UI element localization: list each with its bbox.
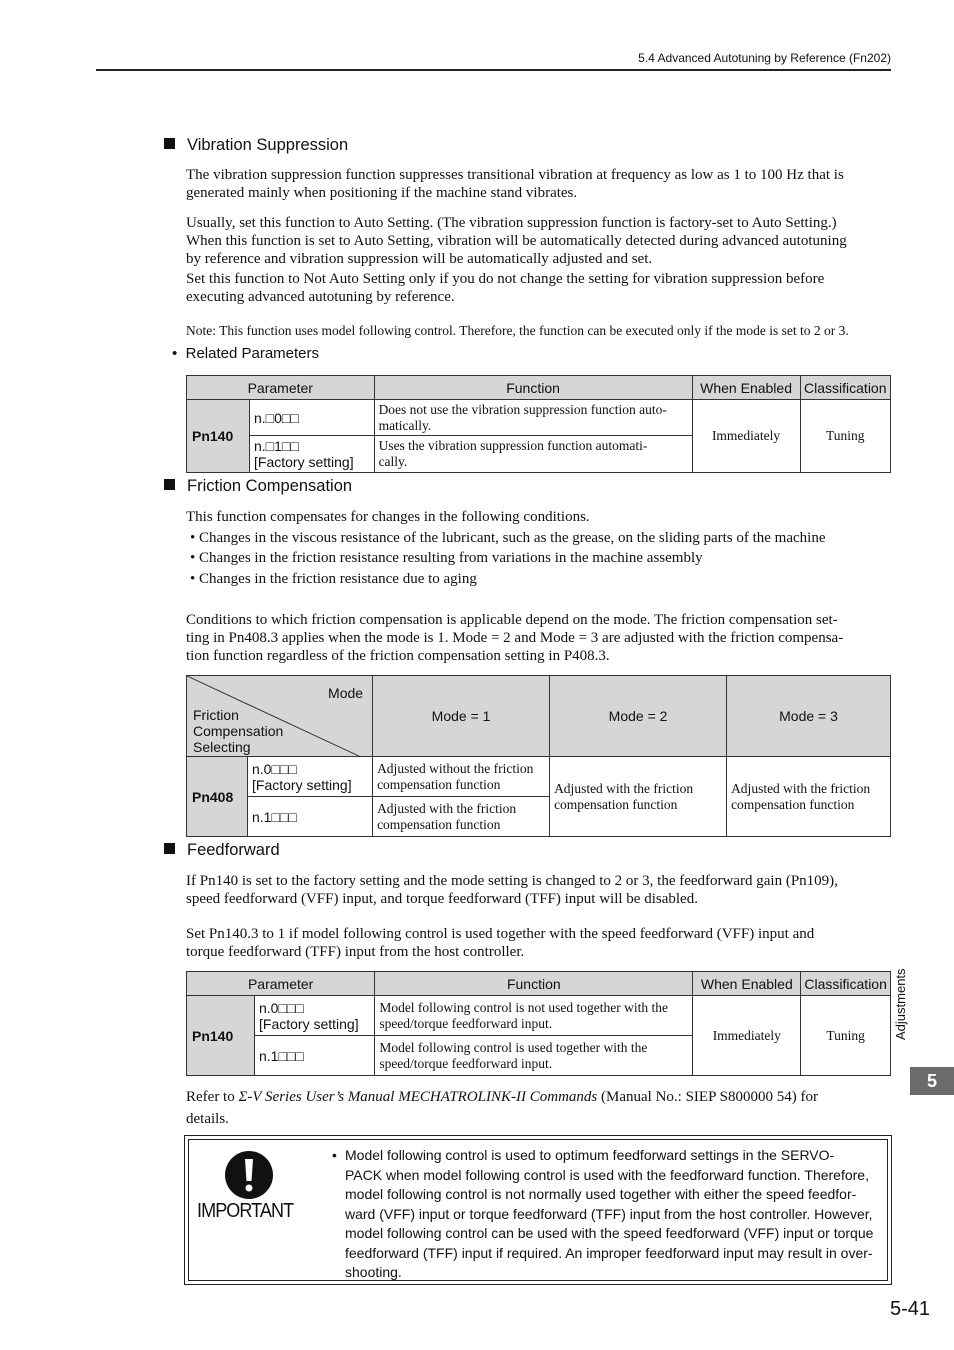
feedforward-paragraph-1: [186, 872, 891, 908]
text-line: Conditions to which friction compensation is applicable depend on the mode. The friction compensation set-: [186, 612, 838, 628]
text-line: torque feedforward (TFF) input from the host controller.: [186, 944, 525, 960]
friction-intro: [186, 507, 891, 590]
text-line: Adjusted without the friction: [377, 760, 534, 776]
text-line: PACK when model following control is used with the feedforward function. Therefore,: [345, 1166, 869, 1183]
chapter-label: Adjustments: [893, 968, 908, 1040]
parameter-value: n.1□□□: [248, 797, 373, 837]
table-header: Function: [375, 972, 693, 996]
text-line: If Pn140 is set to the factory setting and the mode setting is changed to 2 or 3, the feedforward gain (Pn109),: [186, 873, 838, 889]
vibration-paragraph-1: [186, 166, 891, 202]
table-header: Mode = 3: [727, 676, 891, 757]
text-span: (Manual No.: SIEP S800000 54) for: [597, 1089, 818, 1105]
parameter-value: [250, 436, 375, 473]
text-line: by reference and vibration suppression will be automatically adjusted and set.: [186, 251, 653, 267]
text-line: Adjusted with the friction: [554, 780, 694, 796]
text-line: n.0□□□: [252, 760, 297, 777]
mode-1-cell: [373, 797, 550, 837]
manual-reference: [186, 1086, 891, 1130]
table-header: Mode = 2: [550, 676, 727, 757]
important-inner-frame: [188, 1139, 888, 1281]
square-bullet-icon: [164, 479, 175, 490]
text-line: compensation function: [377, 816, 501, 832]
exclamation-icon: [224, 1150, 274, 1200]
text-span: Refer to: [186, 1089, 239, 1105]
table-header: When Enabled: [693, 972, 801, 996]
classification-cell: Tuning: [801, 996, 891, 1076]
parameter-value: n.□0□□: [250, 400, 375, 436]
table-row: [187, 400, 891, 436]
text-line: ting in Pn408.3 applies when the mode is 1. Mode = 2 and Mode = 3 are adjusted with the friction compensa-: [186, 630, 844, 646]
function-cell: [374, 400, 692, 436]
text-line: feedforward (TFF) input if required. An improper feedforward input may result in over-: [345, 1244, 873, 1261]
table-header: Mode = 1: [373, 676, 550, 757]
vibration-note: Note: This function uses model following control. Therefore, the function can be executed only if the mode is set to 2 or 3.: [186, 323, 849, 338]
text-line: [Factory setting]: [254, 454, 354, 470]
vibration-paragraph-2: [186, 214, 891, 306]
chapter-tab: 5: [910, 1067, 954, 1095]
text-line: [186, 1086, 891, 1108]
text-line: Model following control is not used together with the: [379, 999, 669, 1015]
text-line: compensation function: [554, 796, 678, 812]
function-cell: [375, 1036, 693, 1076]
text-line: tion function regardless of the friction compensation setting in P408.3.: [186, 648, 610, 664]
vibration-parameter-table: [186, 375, 891, 473]
mode-3-cell: [727, 757, 891, 837]
text-line: Set this function to Not Auto Setting only if you do not change the setting for vibration suppression before: [186, 271, 825, 287]
running-header: 5.4 Advanced Autotuning by Reference (Fn202): [638, 51, 891, 65]
table-row: [187, 757, 891, 797]
feedforward-parameter-table: [186, 971, 891, 1076]
list-item: • Changes in the friction resistance resulting from variations in the machine assembly: [190, 550, 703, 567]
list-item: • Changes in the friction resistance due to aging: [190, 571, 477, 588]
parameter-value: [255, 996, 375, 1036]
square-bullet-icon: [164, 138, 175, 149]
table-header: Parameter: [187, 376, 375, 400]
text-line: matically.: [378, 417, 432, 433]
list-item: • Changes in the viscous resistance of the lubricant, such as the grease, on the sliding parts of the machine: [190, 529, 826, 546]
header-rule: [96, 69, 891, 71]
text-line: generated mainly when positioning if the machine stand vibrates.: [186, 185, 578, 201]
label-text: Related Parameters: [185, 345, 320, 362]
text-line: Usually, set this function to Auto Setting. (The vibration suppression function is factory-set to Auto Setting.): [186, 215, 837, 231]
table-header: Classification: [800, 376, 890, 400]
table-header: Classification: [801, 972, 891, 996]
parameter-number: Pn140: [187, 996, 255, 1076]
text-line: [Factory setting]: [252, 776, 352, 793]
text-line: Selecting: [193, 739, 251, 755]
important-label: IMPORTANT: [197, 1200, 294, 1222]
parameter-number: Pn140: [187, 400, 250, 473]
friction-mode-table: [186, 675, 891, 837]
table-header: When Enabled: [692, 376, 800, 400]
text-line: [Factory setting]: [259, 1015, 359, 1032]
corner-label-mode: Mode: [328, 685, 364, 701]
text-line: Uses the vibration suppression function automati-: [378, 438, 648, 453]
parameter-value: [248, 757, 373, 797]
when-enabled-cell: Immediately: [693, 996, 801, 1076]
section-heading-vibration: [164, 136, 348, 155]
square-bullet-icon: [164, 843, 175, 854]
classification-cell: Tuning: [800, 400, 890, 473]
text-line: shooting.: [345, 1264, 402, 1280]
text-line: speed/torque feedforward input.: [379, 1015, 553, 1031]
text-line: compensation function: [377, 776, 501, 792]
bullet-icon: •: [172, 345, 178, 362]
table-header: Function: [374, 376, 692, 400]
text-line: cally.: [378, 454, 408, 469]
table-corner-header: [187, 676, 373, 757]
bullet-icon: •: [332, 1147, 337, 1163]
section-heading-friction: [164, 477, 352, 496]
function-cell: [375, 996, 693, 1036]
manual-title: Σ-V Series User’s Manual MECHATROLINK-II Commands: [238, 1089, 598, 1105]
important-text: [332, 1146, 885, 1283]
function-cell: [374, 436, 692, 473]
text-line: n.□1□□: [254, 438, 299, 454]
important-callout: [184, 1135, 892, 1285]
text-line: speed/torque feedforward input.: [379, 1055, 553, 1071]
mode-1-cell: [373, 757, 550, 797]
text-line: model following control can be used with the speed feedforward (VFF) input or torque: [345, 1225, 874, 1241]
table-header: Parameter: [187, 972, 375, 996]
table-row: [187, 996, 891, 1036]
text-line: details.: [186, 1111, 229, 1127]
heading-text: Vibration Suppression: [187, 136, 349, 154]
related-parameters-label: [172, 345, 319, 362]
heading-text: Friction Compensation: [187, 477, 353, 495]
feedforward-paragraph-2: [186, 925, 891, 961]
text-line: Compensation: [193, 723, 284, 739]
text-line: Does not use the vibration suppression function auto-: [378, 401, 667, 417]
text-line: When this function is set to Auto Setting, vibration will be automatically detected during advanced autotuning: [186, 233, 847, 249]
text-line: Model following control is used together with the: [379, 1039, 648, 1055]
text-line: executing advanced autotuning by reference.: [186, 289, 455, 305]
text-line: Adjusted with the friction: [377, 800, 517, 816]
text-line: speed feedforward (VFF) input, and torque feedforward (TFF) input will be disabled.: [186, 891, 698, 907]
friction-paragraph: [186, 611, 891, 665]
text-line: Friction: [193, 707, 239, 723]
text-line: n.0□□□: [259, 999, 304, 1016]
text-line: The vibration suppression function suppresses transitional vibration at frequency as low as 1 to 100 Hz that is: [186, 167, 844, 183]
mode-2-cell: [550, 757, 727, 837]
when-enabled-cell: Immediately: [692, 400, 800, 473]
parameter-value: n.1□□□: [255, 1036, 375, 1076]
text-line: compensation function: [731, 796, 855, 812]
text-line: Model following control is used to optimum feedforward settings in the SERVO-: [345, 1147, 835, 1163]
text-line: model following control is not normally used together with either the speed feedfor-: [345, 1186, 857, 1202]
text-line: Set Pn140.3 to 1 if model following control is used together with the speed feedforward (VFF) input and: [186, 926, 815, 942]
parameter-number: Pn408: [187, 757, 248, 837]
heading-text: Feedforward: [187, 841, 280, 859]
section-heading-feedforward: [164, 841, 280, 860]
text-line: Adjusted with the friction: [731, 780, 871, 796]
text-line: This function compensates for changes in the following conditions.: [186, 509, 590, 525]
corner-label-selecting: [193, 707, 283, 755]
text-line: ward (VFF) input or torque feedforward (TFF) input from the host controller. However,: [345, 1205, 873, 1222]
page-number: 5-41: [889, 1298, 930, 1320]
